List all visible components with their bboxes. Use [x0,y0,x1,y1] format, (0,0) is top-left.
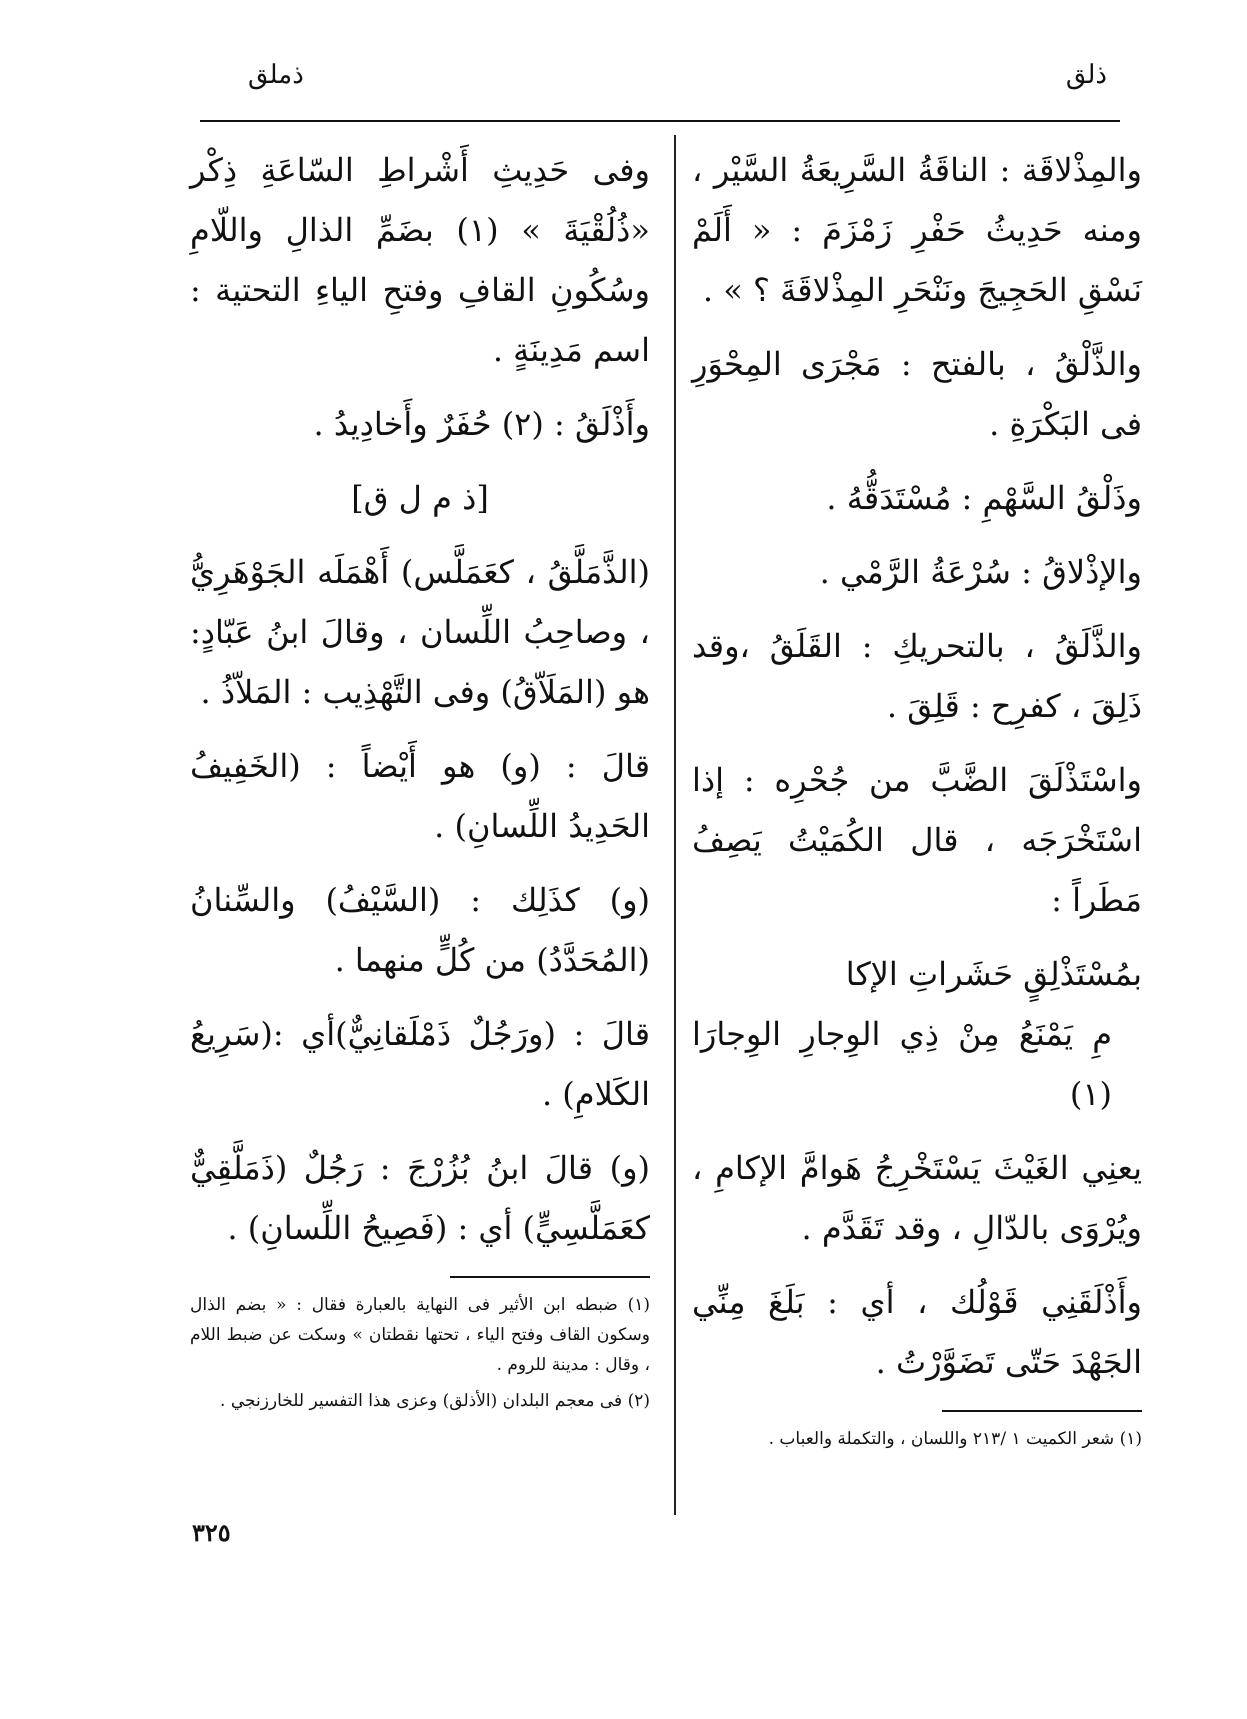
left-column [190,140,650,1422]
footnote: (١) شعر الكميت ١ /٢١٣ واللسان ، والتكملة والعباب . [768,1429,1142,1449]
entry-paragraph: وأَذْلَقَنِي قَوْلُك ، أي : بَلَغَ مِنِّي الجَهْدَ حَتّى تَضَوَّرْتُ . [692,1283,1142,1381]
entry-paragraph: والذَّلْقُ ، بالفتح : مَجْرَى المِحْوَرِ فى البَكْرَةِ . [692,345,1142,443]
entry-paragraph: واسْتَذْلَقَ الضَّبَّ من جُحْرِه : إذا اسْتَخْرَجَه ، قال الكُمَيْتُ يَصِفُ مَطَراً : [692,761,1142,919]
column-divider [674,135,676,1515]
footnote: (٢) فى معجم البلدان (الأذلق) وعزى هذا التفسير للخارزنجي . [220,1391,650,1411]
entry-paragraph: والإذْلاقُ : سُرْعَةُ الرَّمْي . [819,553,1142,591]
entry-paragraph: والذَّلَقُ ، بالتحريكِ : القَلَقُ ،وقد ذَلِقَ ، كفرِح : قَلِقَ . [692,627,1142,725]
footnote-rule [450,1276,650,1278]
header-right-word: ذلق [1065,60,1107,90]
page-number: ٣٢٥ [192,1518,231,1547]
entry-paragraph: قالَ : (و) هو أَيْضاً : (الخَفِيفُ الحَدِيدُ اللِّسانِ) . [190,747,650,845]
entry-paragraph: وأَذْلَقُ : (٢) حُفَرٌ وأَخادِيدُ . [313,405,650,443]
entry-paragraph: (الذَّمَلَّقُ ، كعَمَلَّس) أَهْمَلَه الجَوْهَرِيُّ ، وصاحِبُ اللِّسان ، وقالَ ابنُ عَبّادٍ: هو (المَلَاّقُ) وفى التَّهْذِيب : المَلاّذُ . [190,553,650,711]
root-heading: [ذ م ل ق] [351,479,489,517]
entry-paragraph: والمِذْلاقَة : الناقَةُ السَّرِيعَةُ السَّيْر ، ومنه حَدِيثُ حَفْرِ زَمْزَمَ : « أَلَمْ نَسْقِ الحَجِيجَ ونَنْحَرِ المِذْلاقَةَ ؟ » . [692,151,1142,309]
entry-paragraph: (و) قالَ ابنُ بُزُرْجَ : رَجُلٌ (ذَمَلَّقِيٌّ كعَمَلَّسِيٍّ) أي : (فَصِيحُ اللِّسانِ) . [190,1149,650,1247]
header-left-word: ذملق [248,60,304,90]
entry-paragraph: وفى حَدِيثِ أَشْراطِ السّاعَةِ ذِكْر «ذُلُقْيَةَ » (١) بضَمِّ الذالِ واللّامِ وسُكُونِ القافِ وفتحِ الياءِ التحتية : اسم مَدِينَةٍ . [190,151,651,369]
poem-verse [692,944,1142,1124]
poem-line-2: مِ يَمْنَعُ مِنْ ذِي الوِجارِ الوِجارَا (١) [692,1015,1112,1113]
poem-line-1: بمُسْتَذْلِقٍ حَشَراتِ الإكا [845,955,1142,993]
right-column [692,140,1142,1460]
footnote: (١) ضبطه ابن الأثير فى النهاية بالعبارة فقال : « بضم الذال وسكون القاف وفتح الياء ، تحتها نقطتان » وسكت عن ضبط اللام ، وقال : مدينة للروم . [190,1295,650,1375]
entry-paragraph: يعنِي الغَيْثَ يَسْتَخْرِجُ هَوامَّ الإكامِ ، ويُرْوَى بالدّالِ ، وقد تَقَدَّم . [692,1149,1142,1247]
entry-paragraph: (و) كذَلِك : (السَّيْفُ) والسِّنانُ (المُحَدَّدُ) من كُلٍّ منهما . [190,881,650,979]
footnote-rule [942,1410,1142,1412]
entry-paragraph: قالَ : (ورَجُلٌ ذَمْلَقانِيٌّ)أي :(سَرِيعُ الكَلامِ) . [190,1015,650,1113]
header-rule [200,120,1120,122]
entry-paragraph: وذَلْقُ السَّهْمِ : مُسْتَدَقُّهُ . [826,479,1142,517]
